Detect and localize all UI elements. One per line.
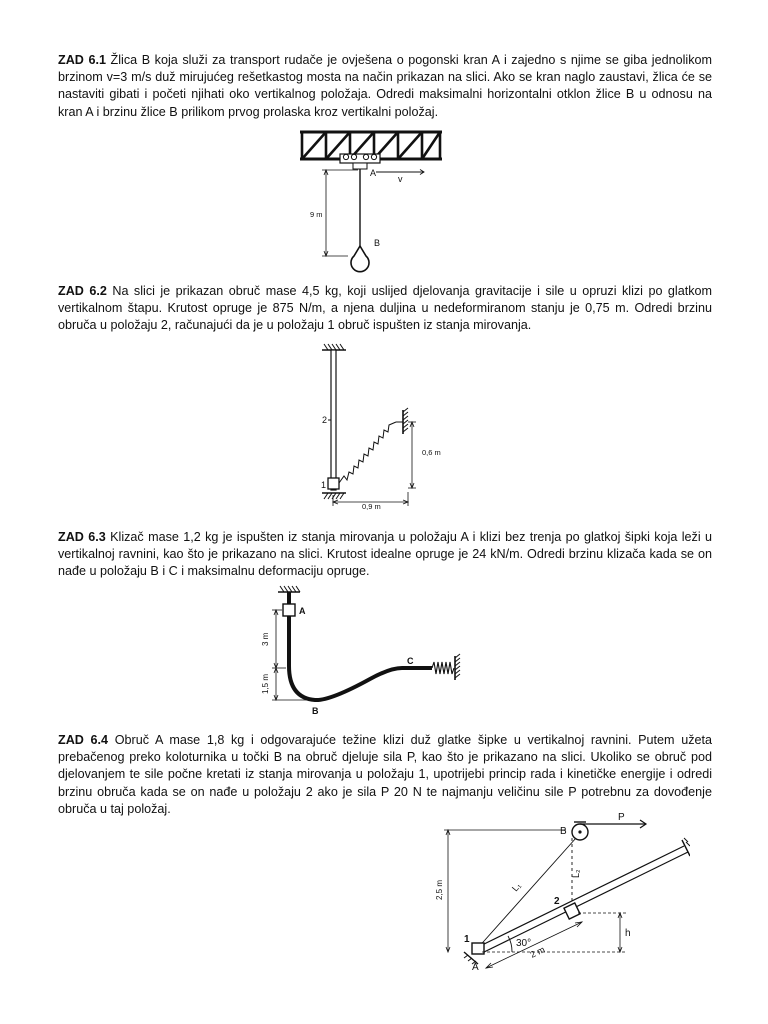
figure-6-1-crane [296,128,446,274]
figure-6-4-pulley-collar [426,808,690,986]
label-angle: 30° [516,938,532,949]
label-b: B [560,826,567,837]
dimension-line-2m [486,922,582,968]
dimension-line-0-6m [408,422,416,488]
bucket [351,246,369,272]
top-support [278,586,300,592]
problem-statement: Žlica B koja služi za transport rudače je ovješena o pogonski kran A i zajedno s njime se giba jednolikom brzinom v=3 m/s duž mirujućeg rešetkastog mosta na način prikazan na slici. Ako se kran naglo zaustavi, žlica će se nastaviti gibati i početi njihati oko vertikalnog položaja. Odredi maksimalni horizontalni otklon žlice B u odnosu na kran A i brzinu žlice B prilikom prvog prolaska kroz vertikalni položaj. [58,53,713,119]
force-p-arrow [580,820,646,828]
label-v: v [398,174,403,184]
spring [432,662,454,674]
label-l1: L₁ [509,880,523,894]
label-h: h [625,928,631,939]
label-a: A [472,962,479,973]
figure-6-2-collar-spring [312,342,462,510]
label-position-1: 1 [464,934,470,945]
label-2-5m: 2,5 m [435,879,444,900]
problem-id: ZAD 6.2 [58,284,107,298]
problem-statement: Na slici je prikazan obruč mase 4,5 kg, koji uslijed djelovanja gravitacije i sile u opruzi klizi po glatkom vertikalnom štapu. Krutost opruge je 875 N/m, a njena duljina u nedeformiranom stanju je 0,75 m. Odredi brzinu obruča u položaju 2, računajući da je u položaju 1 obruč ispušten iz stanja mirovanja. [58,284,713,333]
wall-support [396,408,408,434]
slider [283,604,295,616]
problem-6-2-text [58,283,712,335]
figure-6-3-slider-track [252,584,466,720]
dimension-line-9m [322,170,358,256]
problem-id: ZAD 6.3 [58,530,106,544]
label-p: P [618,812,625,823]
problem-6-1-text [58,52,712,121]
problem-6-4-text [58,732,712,818]
inclined-rod [476,846,688,954]
label-b: B [312,706,319,716]
label-0-6m: 0,6 m [422,448,441,457]
label-a: A [370,168,377,178]
label-l2: L₂ [571,869,581,878]
label-9m: 9 m [310,210,323,219]
problem-id: ZAD 6.1 [58,53,106,67]
problem-6-3-text [58,529,712,581]
problem-statement: Obruč A mase 1,8 kg i odgovarajuće težine klizi duž glatke šipke u vertikalnoj ravnini. Putem užeta prebačenog preko koloturnika u točki B na obruč djeluje sila P, kao što je prikazano na slici. Ukoliko se obruč pod djelovanjem te sile počne kretati iz stanja mirovanja u položaju 1, upotrijebi princip rada i kinetičke energije i odredi brzinu obruča kada se on nađe u položaju 2 ako je sila P 20 N te najmanju veličinu sile P potrebnu za dovođenje obruča u taj položaj. [58,733,713,816]
wall-support [455,654,460,680]
collar [328,478,339,489]
label-b: B [374,238,381,248]
top-support [322,344,346,350]
crane-trolley [340,154,380,169]
label-c: C [407,656,414,666]
pulley [572,822,588,840]
label-position-2: 2 [554,896,560,907]
label-a: A [299,606,306,616]
bottom-support [322,493,346,499]
label-position-1: 1 [321,480,327,490]
label-3m: 3 m [261,632,270,646]
label-2m: 2 m [528,944,547,960]
problem-id: ZAD 6.4 [58,733,109,747]
problem-statement: Klizač mase 1,2 kg je ispušten iz stanja mirovanja u položaju A i klizi bez trenja po glatkoj šipki koja leži u vertikalnoj ravnini, kao što je prikazano na slici. Krutost idealne opruge je 24 kN/m. Odredi brzinu klizača kada se on nađe u položaju B i C i maksimalnu deformaciju opruge. [58,530,713,579]
vertical-rod [331,350,336,490]
track-rod [289,592,432,700]
label-position-2: 2 [322,415,328,425]
label-1-5m: 1,5 m [261,673,270,694]
spring [339,422,396,483]
label-0-9m: 0,9 m [362,502,381,510]
collar-position-2 [564,903,580,919]
rope-l1 [476,838,576,950]
